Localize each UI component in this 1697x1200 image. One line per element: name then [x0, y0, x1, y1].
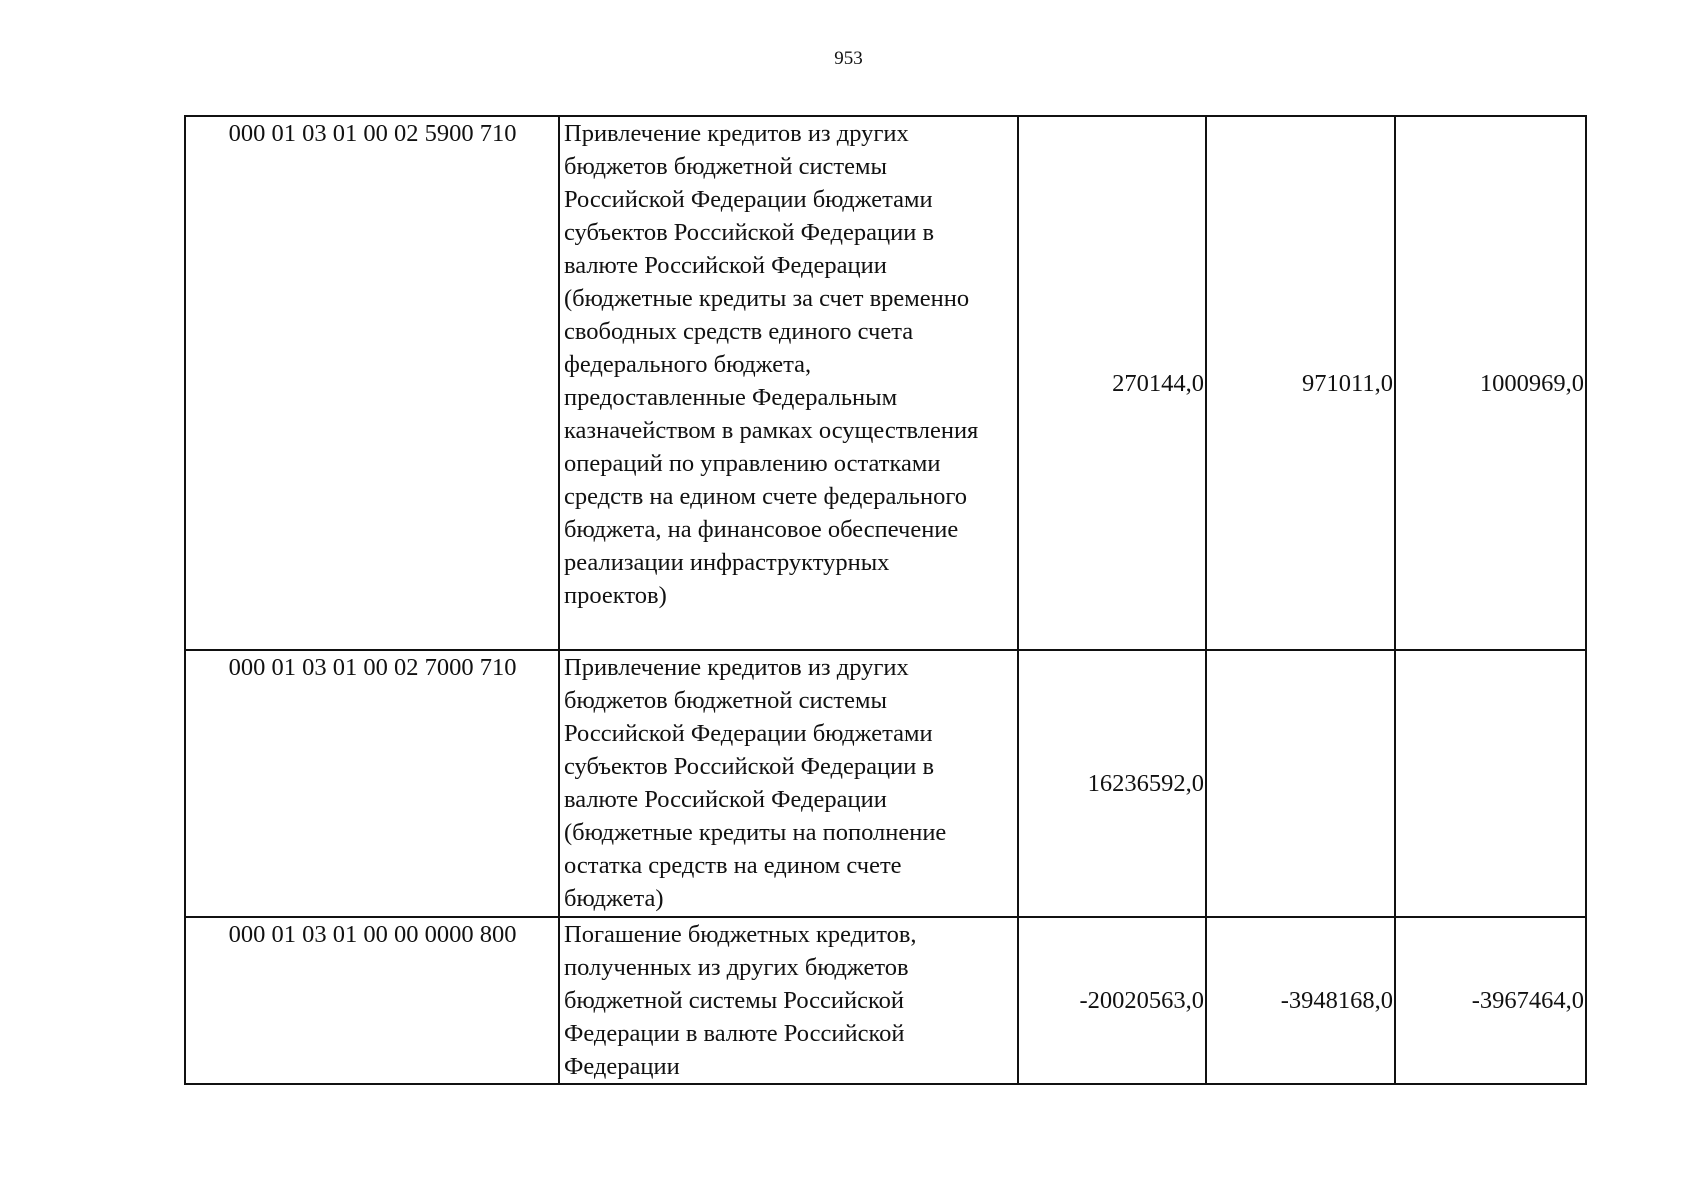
description-cell [559, 917, 1018, 1084]
budget-code-cell: 000 01 03 01 00 00 0000 800 [185, 917, 559, 1084]
budget-code-cell: 000 01 03 01 00 02 5900 710 [185, 116, 559, 650]
amount-cell-3: -3967464,0 [1395, 917, 1586, 1084]
budget-code-cell: 000 01 03 01 00 02 7000 710 [185, 650, 559, 917]
description-text: Привлечение кредитов из других бюджетов бюджетной системы Российской Федерации бюджетами субъектов Российской Федерации в валюте Российской Федерации (бюджетные кредиты на пополнение остатка средств на едином счете бюджета) [564, 654, 947, 912]
description-text: Погашение бюджетных кредитов, полученных из других бюджетов бюджетной системы Российской Федерации в валюте Российской Федерации [564, 921, 917, 1080]
page-number: 953 [834, 48, 863, 69]
budget-sources-table [184, 115, 1587, 1085]
amount-cell-1: -20020563,0 [1018, 917, 1206, 1084]
amount-cell-2: -3948168,0 [1206, 917, 1395, 1084]
description-text: Привлечение кредитов из других бюджетов бюджетной системы Российской Федерации бюджетами субъектов Российской Федерации в валюте Российской Федерации (бюджетные кредиты за счет временно свободных средств единого счета федерального бюджета, предоставленные Федеральным казначейством в рамках осуществления операций по управлению остатками средств на едином счете федерального бюджета, на финансовое обеспечение реализации инфраструктурных проектов) [564, 120, 979, 609]
table-row [185, 650, 1586, 917]
amount-cell-2 [1206, 650, 1395, 917]
amount-cell-3 [1395, 650, 1586, 917]
description-cell [559, 650, 1018, 917]
amount-cell-1: 270144,0 [1018, 116, 1206, 650]
amount-cell-2: 971011,0 [1206, 116, 1395, 650]
amount-cell-1: 16236592,0 [1018, 650, 1206, 917]
amount-cell-3: 1000969,0 [1395, 116, 1586, 650]
description-cell [559, 116, 1018, 650]
table-row [185, 917, 1586, 1084]
table-row [185, 116, 1586, 650]
